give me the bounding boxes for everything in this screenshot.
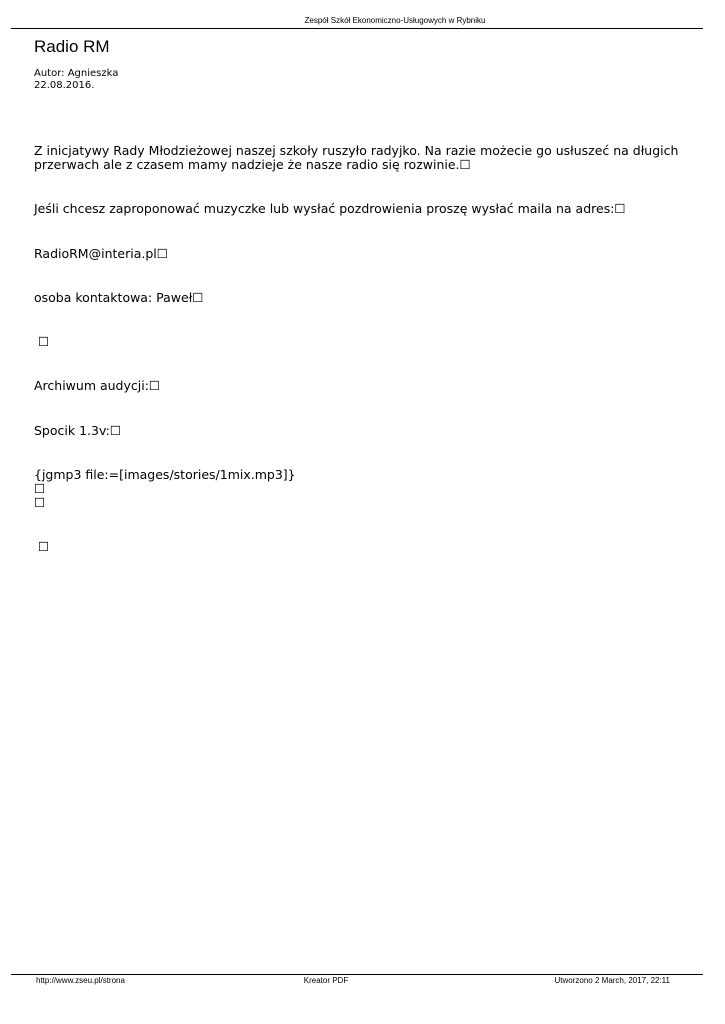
article-author: Autor: Agnieszka — [34, 68, 119, 79]
page-header: Zespół Szkół Ekonomiczno-Usługowych w Rybniku — [304, 16, 486, 25]
paragraph-request: Jeśli chcesz zaproponować muzyczke lub wysłać pozdrowienia proszę wysłać maila na adres:☐ — [34, 201, 626, 216]
header-divider — [11, 28, 703, 29]
paragraph-intro: Z inicjatywy Rady Młodzieżowej naszej szkoły ruszyło radyjko. Na razie możecie go usłuszeć na długich przerwach ale z czasem mamy nadzieje że nasze radio się rozwinie.☐ — [34, 143, 679, 172]
paragraph-email: RadioRM@interia.pl☐ — [34, 246, 168, 261]
footer-url: http://www.zseu.pl/strona — [36, 976, 125, 985]
paragraph-contact: osoba kontaktowa: Paweł☐ — [34, 290, 204, 305]
footer-divider — [11, 974, 703, 975]
article-title: Radio RM — [34, 37, 110, 56]
paragraph-placeholder-2: ☐ — [38, 539, 50, 554]
paragraph-placeholder-1: ☐ — [38, 334, 50, 349]
footer-generator: Kreator PDF — [303, 976, 349, 985]
paragraph-audio-embed: {jgmp3 file:=[images/stories/1mix.mp3]} ☐ ☐ — [34, 467, 296, 510]
footer-created: Utworzono 2 March, 2017, 22:11 — [554, 976, 670, 985]
article-date: 22.08.2016. — [34, 80, 95, 91]
paragraph-archive: Archiwum audycji:☐ — [34, 378, 161, 393]
paragraph-spocik: Spocik 1.3v:☐ — [34, 423, 122, 438]
